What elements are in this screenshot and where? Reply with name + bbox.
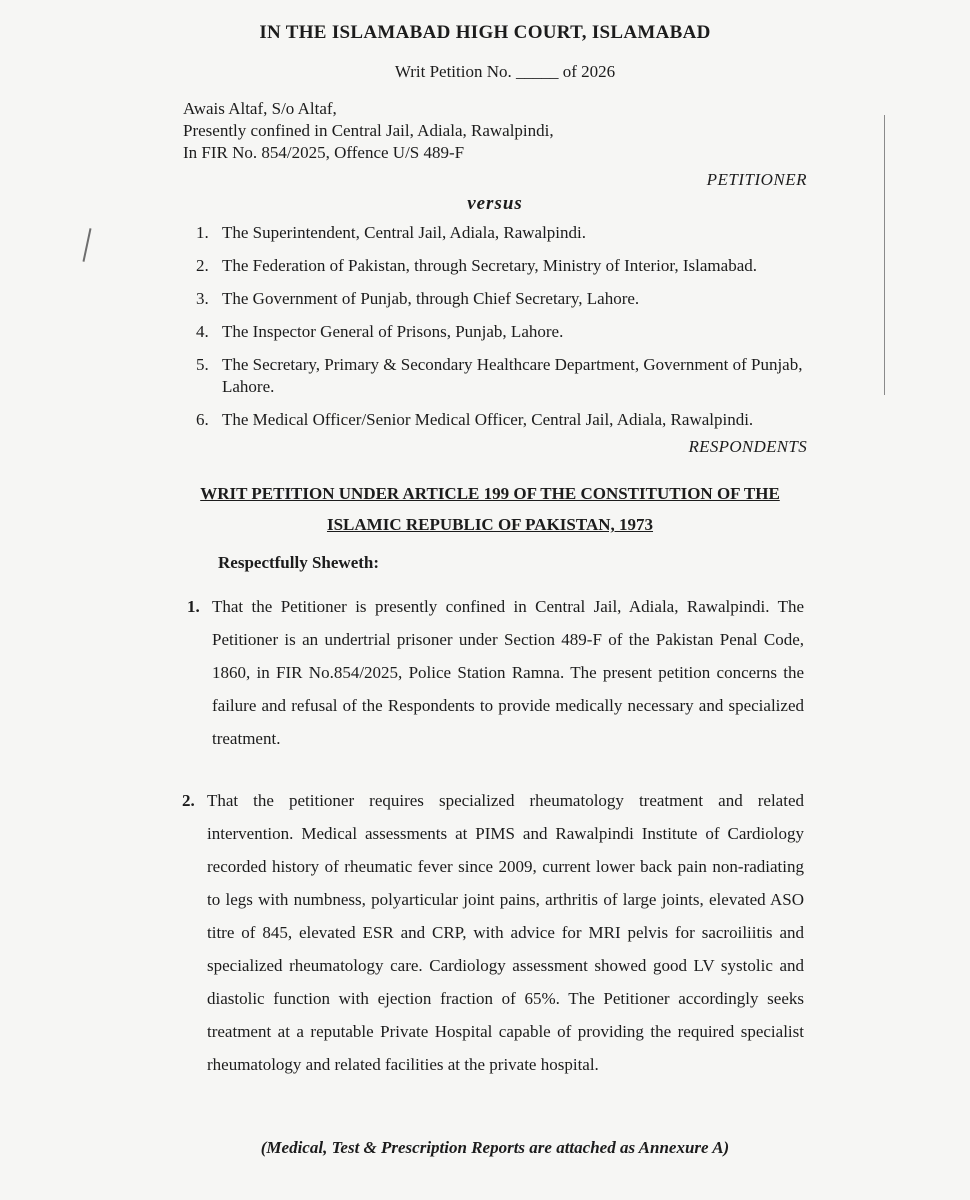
scan-margin-line [884,115,885,395]
heading-line-1: WRIT PETITION UNDER ARTICLE 199 OF THE CONSTITUTION OF THE [200,484,780,503]
paragraph-2 [182,784,804,1081]
versus-label: versus [467,193,523,214]
list-item: 5. The Secretary, Primary & Secondary Healthcare Department, Government of Punjab, Lahore. [196,355,803,396]
sheweth-label: Respectfully Sheweth: [218,553,380,572]
paragraph-number: 2. [182,791,195,810]
list-item: 2. The Federation of Pakistan, through Secretary, Ministry of Interior, Islamabad. [196,256,757,275]
paragraph-1 [187,590,804,755]
list-item: 3. The Government of Punjab, through Chief Secretary, Lahore. [196,289,640,308]
list-item: 1. The Superintendent, Central Jail, Adiala, Rawalpindi. [196,223,586,242]
pen-mark [82,228,91,262]
petition-heading [0,478,970,540]
petitioner-details [183,98,554,164]
annexure-note: (Medical, Test & Prescription Reports are attached as Annexure A) [260,1138,730,1157]
heading-line-2: ISLAMIC REPUBLIC OF PAKISTAN, 1973 [326,515,654,534]
list-item: 4. The Inspector General of Prisons, Punjab, Lahore. [196,322,564,341]
petitioner-name: Awais Altaf, S/o Altaf, [183,99,337,118]
respondents-list [196,222,806,442]
petitioner-label: PETITIONER [706,170,807,189]
petitioner-confinement: Presently confined in Central Jail, Adiala, Rawalpindi, [183,121,554,140]
paragraph-text: That the petitioner requires specialized rheumatology treatment and related intervention. Medical assessments at PIMS and Rawalpindi Institute of Cardiology recorded history of rheumatic fever since 2009, current lower back pain non-radiating to legs with numbness, polyarticular joint pains, arthritis of large joints, elevated ASO titre of 845, elevated ESR and CRP, with advice for MRI pelvis for sacroiliitis and specialized rheumatology care. Cardiology assessment showed good LV systolic and diastolic function with ejection fraction of 65%. The Petitioner accordingly seeks treatment at a reputable Private Hospital capable of providing the required specialist rheumatology and related facilities at the private hospital. [207,791,804,1074]
respondents-label: RESPONDENTS [688,437,807,456]
court-title: IN THE ISLAMABAD HIGH COURT, ISLAMABAD [259,22,711,43]
paragraph-text: That the Petitioner is presently confined in Central Jail, Adiala, Rawalpindi. The Petitioner is an undertrial prisoner under Section 489-F of the Pakistan Penal Code, 1860, in FIR No.854/2025, Police Station Ramna. The present petition concerns the failure and refusal of the Respondents to provide medically necessary and specialized treatment. [212,597,804,748]
paragraph-number: 1. [187,597,200,616]
petition-number: Writ Petition No. _____ of 2026 [394,62,616,81]
petitioner-fir: In FIR No. 854/2025, Offence U/S 489-F [183,143,465,162]
list-item: 6. The Medical Officer/Senior Medical Officer, Central Jail, Adiala, Rawalpindi. [196,410,754,429]
